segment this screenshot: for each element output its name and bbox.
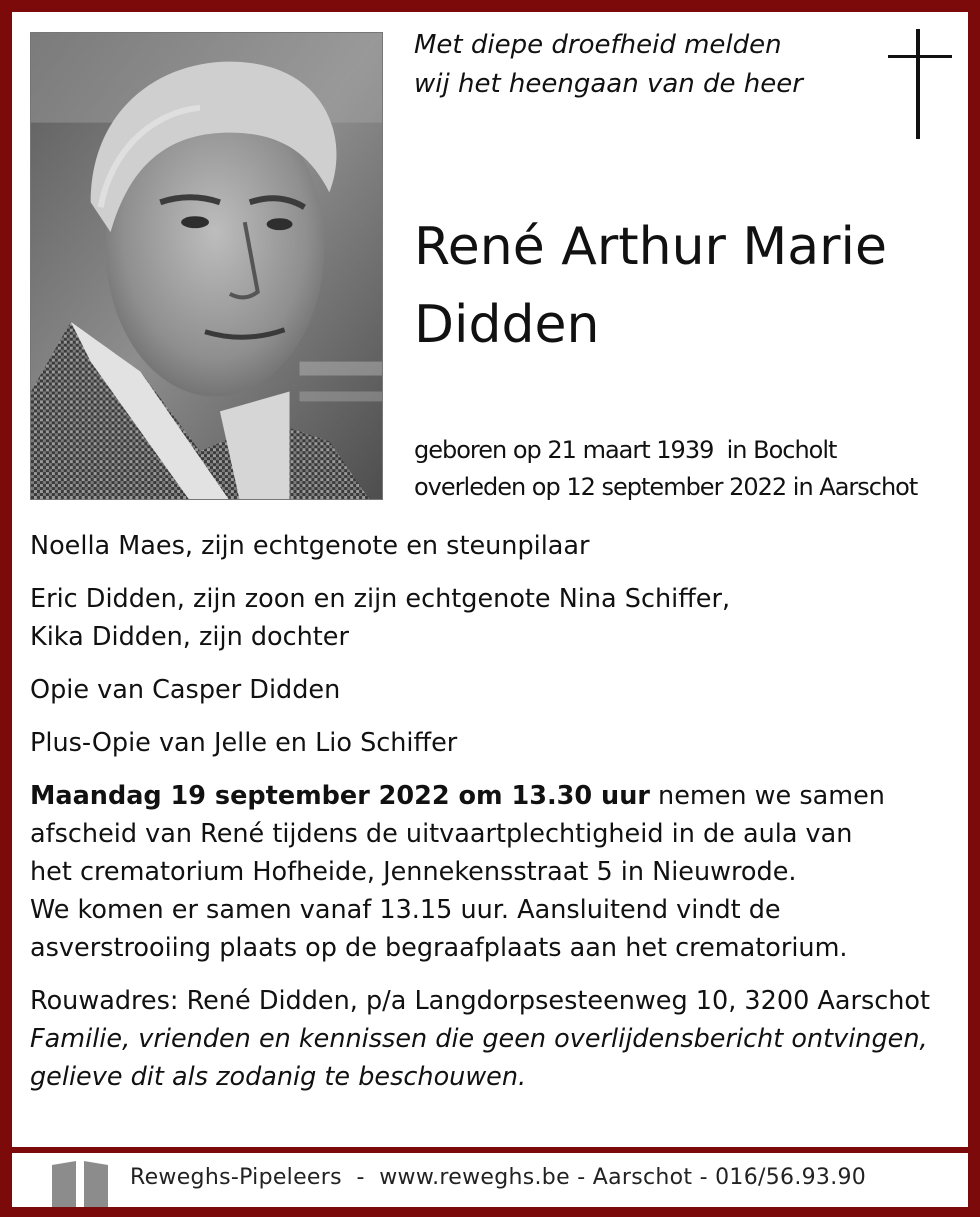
name-line-2: Didden bbox=[414, 295, 600, 355]
portrait-photo bbox=[30, 32, 383, 500]
funeral-home-footer bbox=[12, 1147, 968, 1209]
birth-info: geboren op 21 maart 1939 in Bocholt bbox=[414, 436, 837, 464]
life-dates bbox=[414, 432, 974, 506]
funeral-home-info: Reweghs-Pipeleers - www.reweghs.be - Aarschot - 016/56.93.90 bbox=[130, 1165, 867, 1190]
grandchild-line: Opie van Casper Didden bbox=[30, 675, 341, 705]
spouse-line: Noella Maes, zijn echtgenote en steunpilaar bbox=[30, 531, 590, 561]
intro-text bbox=[414, 26, 834, 104]
doors-logo-icon bbox=[50, 1159, 110, 1209]
son-line: Eric Didden, zijn zoon en zijn echtgenote Nina Schiffer, bbox=[30, 584, 731, 614]
ceremony-line-1-rest: nemen we samen bbox=[649, 781, 885, 811]
daughter-line: Kika Didden, zijn dochter bbox=[30, 622, 349, 652]
name-line-1: René Arthur Marie bbox=[414, 217, 887, 277]
ceremony-line-5: asverstrooiing plaats op de begraafplaats aan het crematorium. bbox=[30, 933, 848, 963]
intro-line-1: Met diepe droefheid melden bbox=[414, 30, 782, 60]
ceremony-line-3: het crematorium Hofheide, Jennekensstraat 5 in Nieuwrode. bbox=[30, 857, 797, 887]
deceased-name bbox=[414, 208, 974, 364]
notice-line-1: Familie, vrienden en kennissen die geen overlijdensbericht ontvingen, bbox=[30, 1024, 928, 1054]
death-info: overleden op 12 september 2022 in Aarschot bbox=[414, 473, 918, 501]
ceremony-line-2: afscheid van René tijdens de uitvaartplechtigheid in de aula van bbox=[30, 819, 853, 849]
ceremony-line-4: We komen er samen vanaf 13.15 uur. Aansluitend vindt de bbox=[30, 895, 781, 925]
obituary-body bbox=[30, 527, 960, 1096]
intro-line-2: wij het heengaan van de heer bbox=[414, 69, 803, 99]
notice-line-2: gelieve dit als zodanig te beschouwen. bbox=[30, 1062, 527, 1092]
plus-grandchildren-line: Plus-Opie van Jelle en Lio Schiffer bbox=[30, 728, 458, 758]
mourning-address: Rouwadres: René Didden, p/a Langdorpsesteenweg 10, 3200 Aarschot bbox=[30, 986, 931, 1016]
portrait-illustration bbox=[31, 33, 382, 499]
cross-icon bbox=[888, 29, 952, 139]
ceremony-date-time: Maandag 19 september 2022 om 13.30 uur bbox=[30, 781, 650, 811]
ceremony-line-1 bbox=[30, 777, 960, 815]
